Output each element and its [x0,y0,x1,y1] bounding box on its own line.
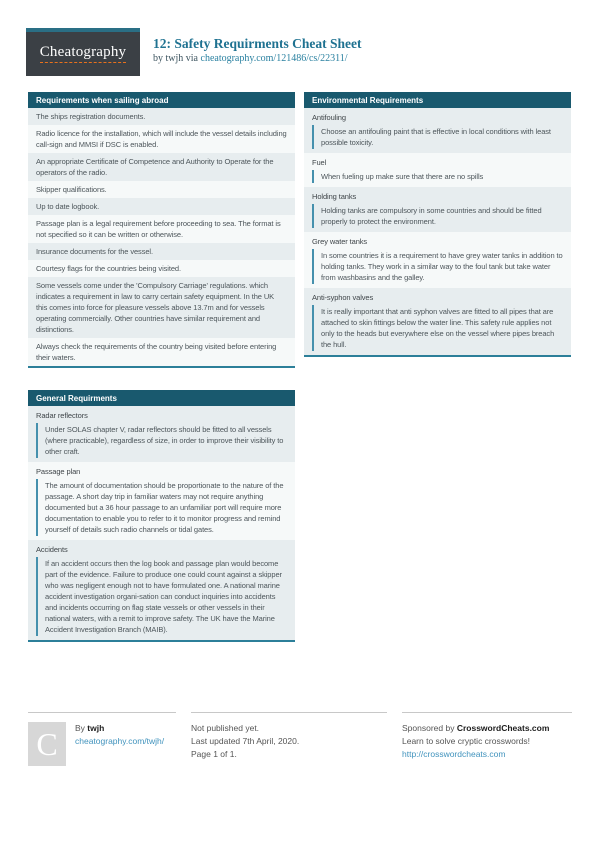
content-columns [28,92,571,642]
footer-sponsor-link[interactable]: http://crosswordcheats.com [402,749,506,759]
item-heading: Radar reflectors [36,411,88,420]
item-body: If an accident occurs then the log book and passage plan would become part of the evidence. Failure to produce one could count against a skipper who was negligent enough not to have formulated one. A national marine accident investigation organi-sation can conduct inquiries into accidents and incidents occurring on flag state vessels or other vessels in their national waters, with a remit to improve safety. The UK have the Marine Accident Investigation Branch (MAIB). [36,557,287,636]
item-heading: Grey water tanks [312,237,368,246]
byline-author: twjh [165,53,184,64]
list-item [304,108,571,153]
page-title: 12: Safety Requirments Cheat Sheet [153,36,362,51]
footer-sponsor-prefix: Sponsored by [402,723,455,733]
item-heading: Holding tanks [312,192,357,201]
column-right [304,92,571,357]
footer-author-name: twjh [87,723,105,733]
footer-by-label: By [75,723,85,733]
footer-author-text [75,722,164,766]
byline [153,52,361,66]
item-body: Choose an antifouling paint that is effective in local conditions with least possible toxicity. [312,125,563,149]
list-item [304,232,571,288]
table-row: Some vessels come under the 'Compulsory Carriage' regulations. which indicates a requirement in law to carry certain safety equipment. In the UK this comes into force for pleasure vessels above 13.7m and for vessels operating commercially. Other countries have similar requirement and distinctions. [28,277,295,338]
footer-status: Not published yet. [191,723,260,733]
table-row: Radio licence for the installation, which will include the vessel details including call-sign and MMSI if DSC is enabled. [28,125,295,153]
footer-sponsor-tagline: Learn to solve cryptic crosswords! [402,736,531,746]
avatar [28,722,66,766]
list-item [304,288,571,355]
list-item [28,540,295,640]
list-item [304,187,571,232]
item-heading: Accidents [36,545,68,554]
item-heading: Passage plan [36,467,81,476]
byline-via: via [185,53,198,64]
byline-by: by [153,53,163,64]
footer-sponsor-block [402,712,572,766]
item-body: When fueling up make sure that there are no spills [312,170,563,183]
footer-page-number: Page 1 of 1. [191,749,237,759]
item-body: Under SOLAS chapter V, radar reflectors should be fitted to all vessels (where practicable), regardless of size, in order to improve their visibility to other craft. [36,423,287,458]
list-item [28,462,295,540]
footer-by-line [75,722,164,735]
section-requirements-when-sailing-abroad [28,92,295,368]
logo-text: Cheatography [40,45,127,63]
footer-sponsor-line [402,722,572,735]
item-body: In some countries it is a requirement to have grey water tanks in addition to holding tanks. They work in a similar way to the foul tank but take water from washbasins and the galley. [312,249,563,284]
item-body: It is really important that anti syphon valves are fitted to all pipes that are attached to skin fittings below the water line. This safety rule applies not only to the heads but everywhere else on the vessel where pipes breach the hull. [312,305,563,351]
footer-updated: Last updated 7th April, 2020. [191,736,300,746]
title-block [153,28,361,76]
table-row: Passage plan is a legal requirement before proceeding to sea. The format is not specified so it can be written or otherwise. [28,215,295,243]
section-title: General Requirments [28,390,295,406]
list-item [304,153,571,187]
section-environmental-requirements [304,92,571,357]
item-heading: Anti-syphon valves [312,293,374,302]
table-row: Always check the requirements of the country being visited before entering their waters. [28,338,295,366]
column-left [28,92,295,642]
avatar-letter: C [36,726,58,762]
table-row: Up to date logbook. [28,198,295,215]
table-row: An appropriate Certificate of Competence and Authority to Operate for the operators of the radio. [28,153,295,181]
item-heading: Fuel [312,158,327,167]
table-row: The ships registration documents. [28,108,295,125]
section-title: Requirements when sailing abroad [28,92,295,108]
page-header [26,28,572,76]
list-item [28,406,295,462]
section-title: Environmental Requirements [304,92,571,108]
footer-status-block [191,712,387,766]
table-row: Skipper qualifications. [28,181,295,198]
footer-profile-link[interactable]: cheatography.com/twjh/ [75,736,165,746]
section-general-requirments [28,390,295,642]
footer-author-block [28,712,176,766]
footer-sponsor-name[interactable]: CrosswordCheats.com [456,723,550,733]
item-body: Holding tanks are compulsory in some countries and should be fitted properly to protect the environment. [312,204,563,228]
item-body: The amount of documentation should be proportionate to the nature of the passage. A short day trip in familiar waters may not require anything documented but a 36 hour passage to an unfamiliar port will require more documentation to enable you to refer to it to monitor progress and remind yourself of details such radio channels or tidal gates. [36,479,287,536]
item-heading: Antifouling [312,113,346,122]
page-footer [28,712,572,766]
table-row: Courtesy flags for the countries being visited. [28,260,295,277]
sheet-link[interactable]: cheatography.com/121486/cs/22311/ [200,53,348,64]
cheatography-logo[interactable] [26,28,140,76]
table-row: Insurance documents for the vessel. [28,243,295,260]
